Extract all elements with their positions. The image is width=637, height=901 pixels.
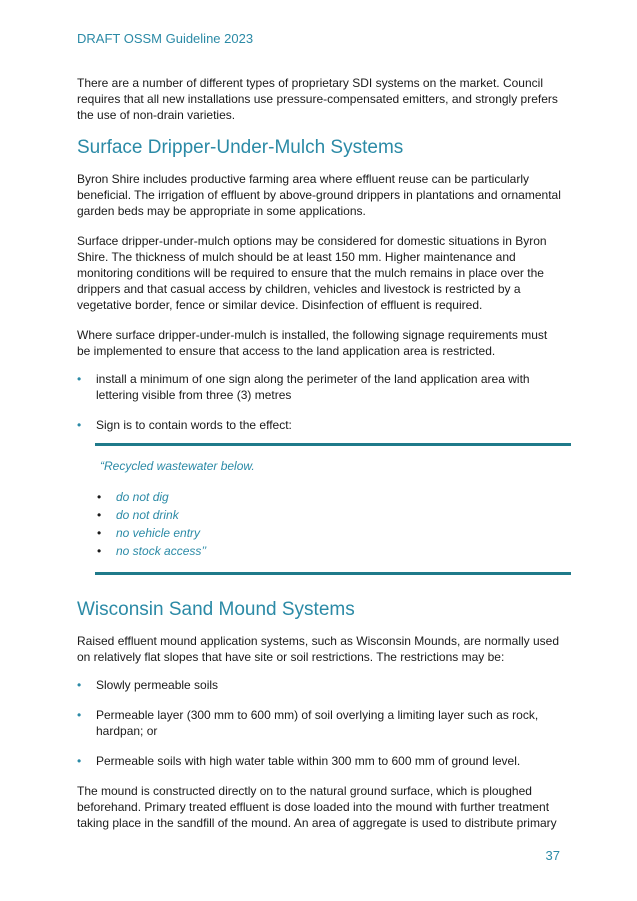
list-item <box>77 707 561 739</box>
callout-item-text: do not dig <box>116 490 169 504</box>
list-item-text: Permeable soils with high water table within 300 mm to 600 mm of ground level. <box>96 754 521 768</box>
list-item <box>77 417 561 433</box>
list-item <box>77 753 561 769</box>
closing-paragraph: The mound is constructed directly on to the natural ground surface, which is ploughed beforehand. Primary treated effluent is dose loaded into the mound with further treatment taking place in the sandfill of the mound. An area of aggregate is used to distribute primary <box>77 784 557 830</box>
page-content <box>77 75 561 845</box>
callout-item <box>95 542 571 560</box>
paragraph: Raised effluent mound application systems, such as Wisconsin Mounds, are normally used on relatively flat slopes that have site or soil restrictions. The restrictions may be: <box>77 634 560 664</box>
bullet-icon: • <box>77 708 82 722</box>
callout-item <box>95 488 571 506</box>
bullet-icon: • <box>77 754 82 768</box>
signage-bullet-list <box>77 371 561 433</box>
list-item-text: Slowly permeable soils <box>96 678 219 692</box>
page-number: 37 <box>545 848 560 863</box>
bullet-icon: • <box>97 490 102 504</box>
section-heading-wisconsin: Wisconsin Sand Mound Systems <box>77 599 355 620</box>
restrictions-bullet-list <box>77 677 561 769</box>
callout-item-text: no stock access’’ <box>116 544 207 558</box>
paragraph: Where surface dripper-under-mulch is installed, the following signage requirements must be implemented to ensure that access to the land application area is restricted. <box>77 328 548 358</box>
paragraph: Surface dripper-under-mulch options may be considered for domestic situations in Byron Shire. The thickness of mulch should be at least 150 mm. Higher maintenance and monitoring conditions will be required to ensure that the mulch remains in place over the drippers and that casual access by children, vehicles and livestock is restricted by a vegetative border, fence or similar device. Disinfection of effluent is required. <box>77 234 547 312</box>
section-heading-dripper: Surface Dripper-Under-Mulch Systems <box>77 137 404 158</box>
callout-quote: “Recycled wastewater below. <box>100 459 255 473</box>
bullet-icon: • <box>97 508 102 522</box>
bullet-icon: • <box>77 418 82 432</box>
list-item-text: Sign is to contain words to the effect: <box>96 418 292 432</box>
callout-item-text: do not drink <box>116 508 179 522</box>
callout-item-text: no vehicle entry <box>116 526 201 540</box>
signage-callout-box <box>95 443 571 575</box>
running-header: DRAFT OSSM Guideline 2023 <box>77 31 254 46</box>
callout-item <box>95 506 571 524</box>
list-item-text: Permeable layer (300 mm to 600 mm) of soil overlying a limiting layer such as rock, hardpan; or <box>96 708 539 738</box>
list-item <box>77 677 561 693</box>
intro-paragraph: There are a number of different types of proprietary SDI systems on the market. Council requires that all new installations use pressure-compensated emitters, and strongly prefers the use of non-drain varieties. <box>77 76 558 122</box>
paragraph: Byron Shire includes productive farming area where effluent reuse can be particularly beneficial. The irrigation of effluent by above-ground drippers in plantations and ornamental garden beds may be appropriate in some applications. <box>77 172 561 218</box>
callout-list <box>95 488 571 560</box>
bullet-icon: • <box>77 372 82 386</box>
bullet-icon: • <box>77 678 82 692</box>
bullet-icon: • <box>97 544 102 558</box>
list-item <box>77 371 561 403</box>
bullet-icon: • <box>97 526 102 540</box>
list-item-text: install a minimum of one sign along the perimeter of the land application area with lettering visible from three (3) metres <box>96 372 530 402</box>
callout-item <box>95 524 571 542</box>
